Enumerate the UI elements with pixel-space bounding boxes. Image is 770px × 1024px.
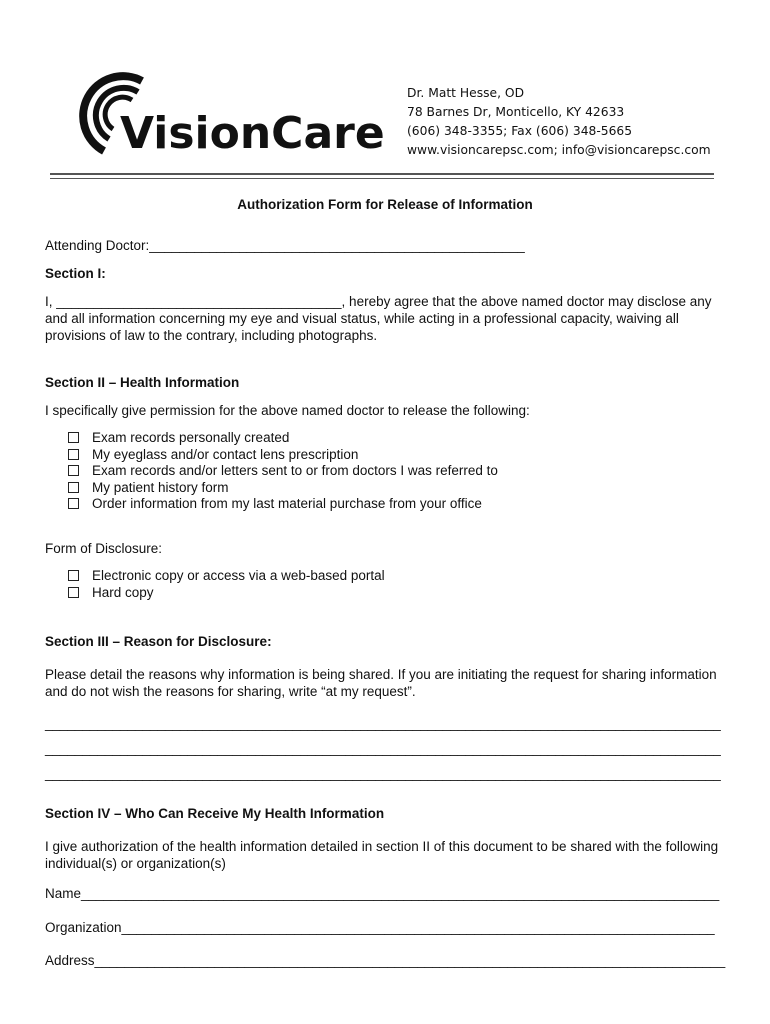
section-3-heading: Section III – Reason for Disclosure: — [45, 634, 272, 649]
checklist-item-label: My eyeglass and/or contact lens prescription — [92, 446, 359, 462]
checkbox[interactable] — [68, 449, 79, 460]
section-2-intro: I specifically give permission for the above named doctor to release the following: — [45, 403, 530, 418]
address-line: 78 Barnes Dr, Monticello, KY 42633 — [407, 105, 625, 119]
section-1-text: I, ______________________________________, hereby agree that the above named doctor may disclose any and all information concerning my eye and visual status, while acting in a professional capacity, waiving all provisions of law to the contrary, including photographs. — [45, 294, 712, 343]
checklist-item-label: Order information from my last material purchase from your office — [92, 496, 482, 511]
section-4-text: I give authorization of the health information detailed in section II of this document to be shared with the following individual(s) or organization(s) — [45, 839, 719, 871]
reason-line[interactable]: __________________________________________________________________________________________ — [45, 741, 721, 756]
release-checklist — [68, 430, 498, 513]
logo-wordmark: VisionCare — [120, 108, 385, 159]
section-2-heading: Section II – Health Information — [45, 375, 240, 390]
section-4-heading: Section IV – Who Can Receive My Health Information — [45, 806, 385, 821]
disclosure-checklist — [68, 568, 385, 601]
header-divider-thin — [50, 178, 714, 179]
checkbox[interactable] — [68, 432, 79, 443]
checklist-item[interactable] — [68, 585, 385, 602]
organization-field[interactable]: Organization_______________________________________________________________________________ — [45, 920, 715, 935]
checkbox[interactable] — [68, 498, 79, 509]
attending-doctor-field[interactable]: Attending Doctor:__________________________________________________ — [45, 238, 525, 253]
doctor-name: Dr. Matt Hesse, OD — [407, 86, 525, 100]
checklist-item-label: Hard copy — [92, 584, 154, 600]
disclosure-label: Form of Disclosure: — [45, 541, 163, 556]
checklist-item-label: Exam records personally created — [92, 430, 290, 445]
web-email-line: www.visioncarepsc.com; info@visioncarepsc.com — [407, 143, 711, 157]
checkbox[interactable] — [68, 482, 79, 493]
checklist-item[interactable] — [68, 568, 385, 585]
checklist-item[interactable] — [68, 447, 498, 464]
checkbox[interactable] — [68, 465, 79, 476]
header-divider — [50, 173, 714, 175]
checklist-item[interactable] — [68, 430, 498, 447]
checklist-item[interactable] — [68, 463, 498, 480]
phone-fax-line: (606) 348-3355; Fax (606) 348-5665 — [407, 124, 633, 138]
form-title: Authorization Form for Release of Information — [237, 197, 533, 212]
checklist-item[interactable] — [68, 480, 498, 497]
checklist-item-label: Electronic copy or access via a web-based portal — [92, 568, 385, 583]
address-field[interactable]: Address____________________________________________________________________________________ — [45, 953, 726, 968]
checkbox[interactable] — [68, 587, 79, 598]
contact-block — [407, 84, 711, 160]
section-3-text: Please detail the reasons why information is being shared. If you are initiating the request for sharing information and do not wish the reasons for sharing, write “at my request”. — [45, 667, 717, 699]
name-field[interactable]: Name_____________________________________________________________________________________ — [45, 886, 720, 901]
section-1-heading: Section I: — [45, 266, 106, 281]
checklist-item[interactable] — [68, 496, 498, 513]
reason-line[interactable]: __________________________________________________________________________________________ — [45, 766, 721, 781]
reason-line[interactable]: __________________________________________________________________________________________ — [45, 716, 721, 731]
checklist-item-label: My patient history form — [92, 479, 229, 495]
visioncare-logo — [68, 66, 385, 160]
checklist-item-label: Exam records and/or letters sent to or from doctors I was referred to — [92, 463, 498, 478]
checkbox[interactable] — [68, 570, 79, 581]
